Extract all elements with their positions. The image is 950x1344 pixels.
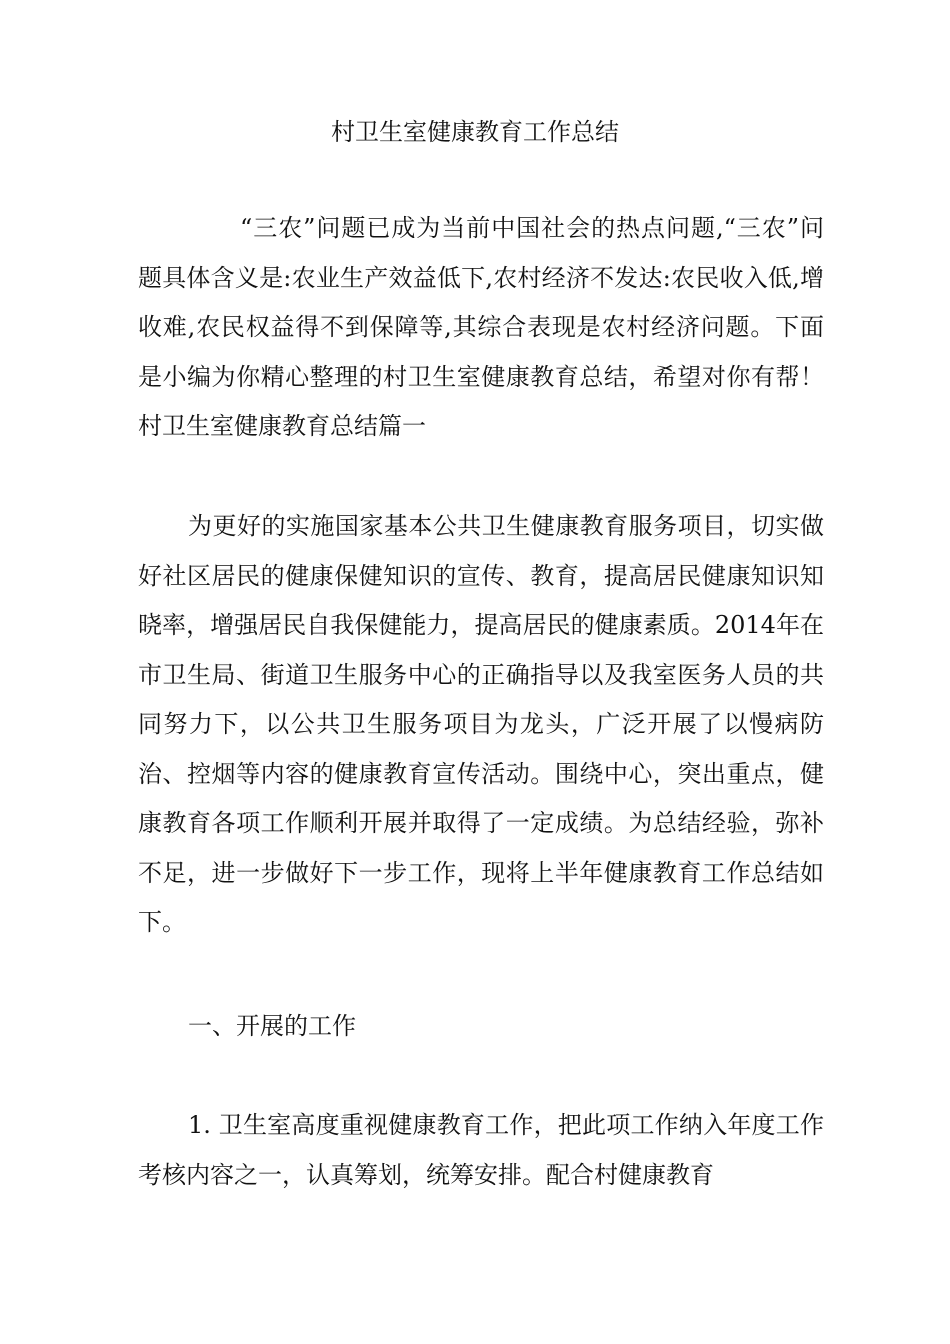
section-heading: 一、开展的工作: [188, 1012, 356, 1040]
body-paragraph: 为更好的实施国家基本公共卫生健康教育服务项目，切实做好社区居民的健康保健知识的宣传、教育，提高居民健康知识知晓率，增强居民自我保健能力，提高居民的健康素质。2014年在市卫生局、街道卫生服务中心的正确指导以及我室医务人员的共同努力下，以公共卫生服务项目为龙头，广泛开展了以慢病防治、控烟等内容的健康教育宣传活动。围绕中心，突出重点，健康教育各项工作顺利开展并取得了一定成绩。为总结经验，弥补不足，进一步做好下一步工作，现将上半年健康教育工作总结如下。: [138, 512, 824, 936]
intro-paragraph: [138, 204, 824, 452]
intro-text: “三农”问题已成为当前中国社会的热点问题,“三农”问题具体含义是:农业生产效益低下,农村经济不发达:农民收入低,增收难,农民权益得不到保障等,其综合表现是农村经济问题。下面是小编为你精心整理的村卫生室健康教育总结，希望对你有帮！村卫生室健康教育总结篇一: [138, 214, 824, 440]
document-title: 村卫生室健康教育工作总结: [331, 118, 619, 146]
body-paragraph-item-1: 1. 卫生室高度重视健康教育工作，把此项工作纳入年度工作考核内容之一，认真筹划，统筹安排。配合村健康教育: [138, 1111, 824, 1189]
